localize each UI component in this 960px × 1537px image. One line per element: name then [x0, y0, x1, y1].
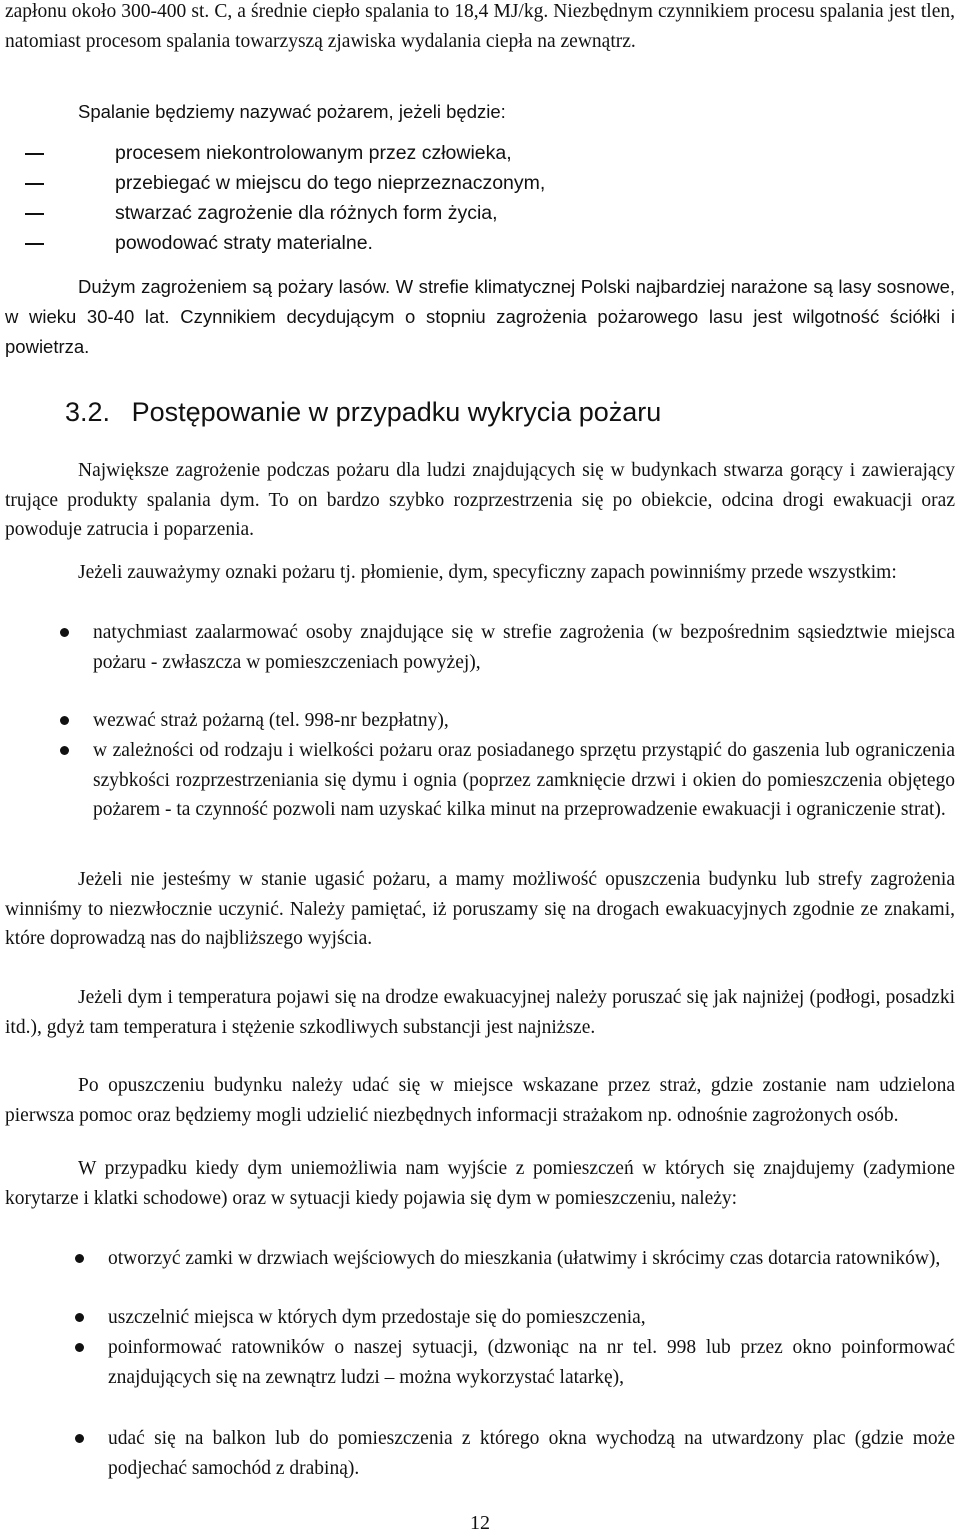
bullet-list-item: wezwać straż pożarną (tel. 998-nr bezpłatny),	[93, 706, 955, 736]
dash-bullet-icon	[25, 213, 44, 215]
section-number: 3.2.	[65, 397, 111, 427]
body-paragraph: Po opuszczeniu budynku należy udać się w miejsce wskazane przez straż, gdzie zostanie nam udzielona pierwsza pomoc oraz będziemy mogli udzielić niezbędnych informacji strażakom np. odnośnie zagrożonych osób.	[5, 1075, 955, 1126]
body-paragraph: Jeżeli nie jesteśmy w stanie ugasić pożaru, a mamy możliwość opuszczenia budynku lub strefy zagrożenia winniśmy to niezwłocznie uczynić. Należy pamiętać, iż poruszamy się na drogach ewakuacyjnych zgodnie ze znakami, które doprowadzą nas do najbliższego wyjścia.	[5, 869, 955, 949]
dash-bullet-icon	[25, 153, 44, 155]
fire-definition-lead: Spalanie będziemy nazywać pożarem, jeżeli będzie:	[78, 101, 506, 122]
dash-list-item: procesem niekontrolowanym przez człowieka,	[115, 139, 512, 169]
bullet-icon	[60, 628, 69, 637]
bullet-list-item: uszczelnić miejsca w których dym przedostaje się do pomieszczenia,	[108, 1303, 955, 1333]
bullet-list-item: natychmiast zaalarmować osoby znajdujące się w strefie zagrożenia (w bezpośrednim sąsiedztwie miejsca pożaru - zwłaszcza w pomieszczeniach powyżej),	[93, 618, 955, 677]
dash-list-item: powodować straty materialne.	[115, 229, 373, 259]
page-number: 12	[470, 1512, 490, 1534]
bullet-icon	[75, 1254, 84, 1263]
intro-paragraph: zapłonu około 300-400 st. C, a średnie ciepło spalania to 18,4 MJ/kg. Niezbędnym czynnikiem procesu spalania jest tlen, natomiast procesom spalania towarzyszą zjawiska wydalania ciepła na zewnątrz.	[5, 1, 955, 52]
body-paragraph: Jeżeli zauważymy oznaki pożaru tj. płomienie, dym, specyficzny zapach powinniśmy przede wszystkim:	[78, 562, 897, 583]
bullet-list-item: udać się na balkon lub do pomieszczenia z którego okna wychodzą na utwardzony plac (gdzie może podjechać samochód z drabiną).	[108, 1424, 955, 1483]
dash-bullet-icon	[25, 243, 44, 245]
section-title: Postępowanie w przypadku wykrycia pożaru	[131, 397, 662, 427]
bullet-icon	[75, 1343, 84, 1352]
bullet-icon	[60, 746, 69, 755]
body-paragraph: Największe zagrożenie podczas pożaru dla ludzi znajdujących się w budynkach stwarza gorący i zawierający trujące produkty spalania dym. To on bardzo szybko rozprzestrzenia się po obiekcie, odcina drogi ewakuacji oraz powoduje zatrucia i poparzenia.	[5, 460, 955, 540]
body-paragraph: Jeżeli dym i temperatura pojawi się na drodze ewakuacyjnej należy poruszać się jak najniżej (podłogi, posadzki itd.), gdyż tam temperatura i stężenie szkodliwych substancji jest najniższe.	[5, 987, 955, 1038]
dash-list-item: stwarzać zagrożenie dla różnych form życia,	[115, 199, 498, 229]
dash-bullet-icon	[25, 183, 44, 185]
bullet-list-item: otworzyć zamki w drzwiach wejściowych do mieszkania (ułatwimy i skrócimy czas dotarcia ratowników),	[108, 1244, 955, 1274]
bullet-icon	[75, 1313, 84, 1322]
bullet-list-item: w zależności od rodzaju i wielkości pożaru oraz posiadanego sprzętu przystąpić do gaszenia lub ograniczenia szybkości rozprzestrzeniania się dymu i ognia (poprzez zamknięcie drzwi i okien do pomieszczenia objętego pożarem - ta czynność pozwoli nam uzyskać kilka minut na przeprowadzenie ewakuacji i ograniczenie strat).	[93, 736, 955, 825]
section-heading	[65, 395, 661, 429]
dash-list-item: przebiegać w miejscu do tego nieprzeznaczonym,	[115, 169, 545, 199]
forest-fire-paragraph: Dużym zagrożeniem są pożary lasów. W strefie klimatycznej Polski najbardziej narażone są lasy sosnowe, w wieku 30-40 lat. Czynnikiem decydującym o stopniu zagrożenia pożarowego lasu jest wilgotność ściółki i powietrza.	[5, 276, 955, 357]
bullet-list-item: poinformować ratowników o naszej sytuacji, (dzwoniąc na nr tel. 998 lub przez okno poinformować znajdujących się na zewnątrz ludzi – można wykorzystać latarkę),	[108, 1333, 955, 1392]
body-paragraph: W przypadku kiedy dym uniemożliwia nam wyjście z pomieszczeń w których się znajdujemy (zadymione korytarze i klatki schodowe) oraz w sytuacji kiedy pojawia się dym w pomieszczeniu, należy:	[5, 1158, 955, 1209]
bullet-icon	[60, 716, 69, 725]
bullet-icon	[75, 1434, 84, 1443]
